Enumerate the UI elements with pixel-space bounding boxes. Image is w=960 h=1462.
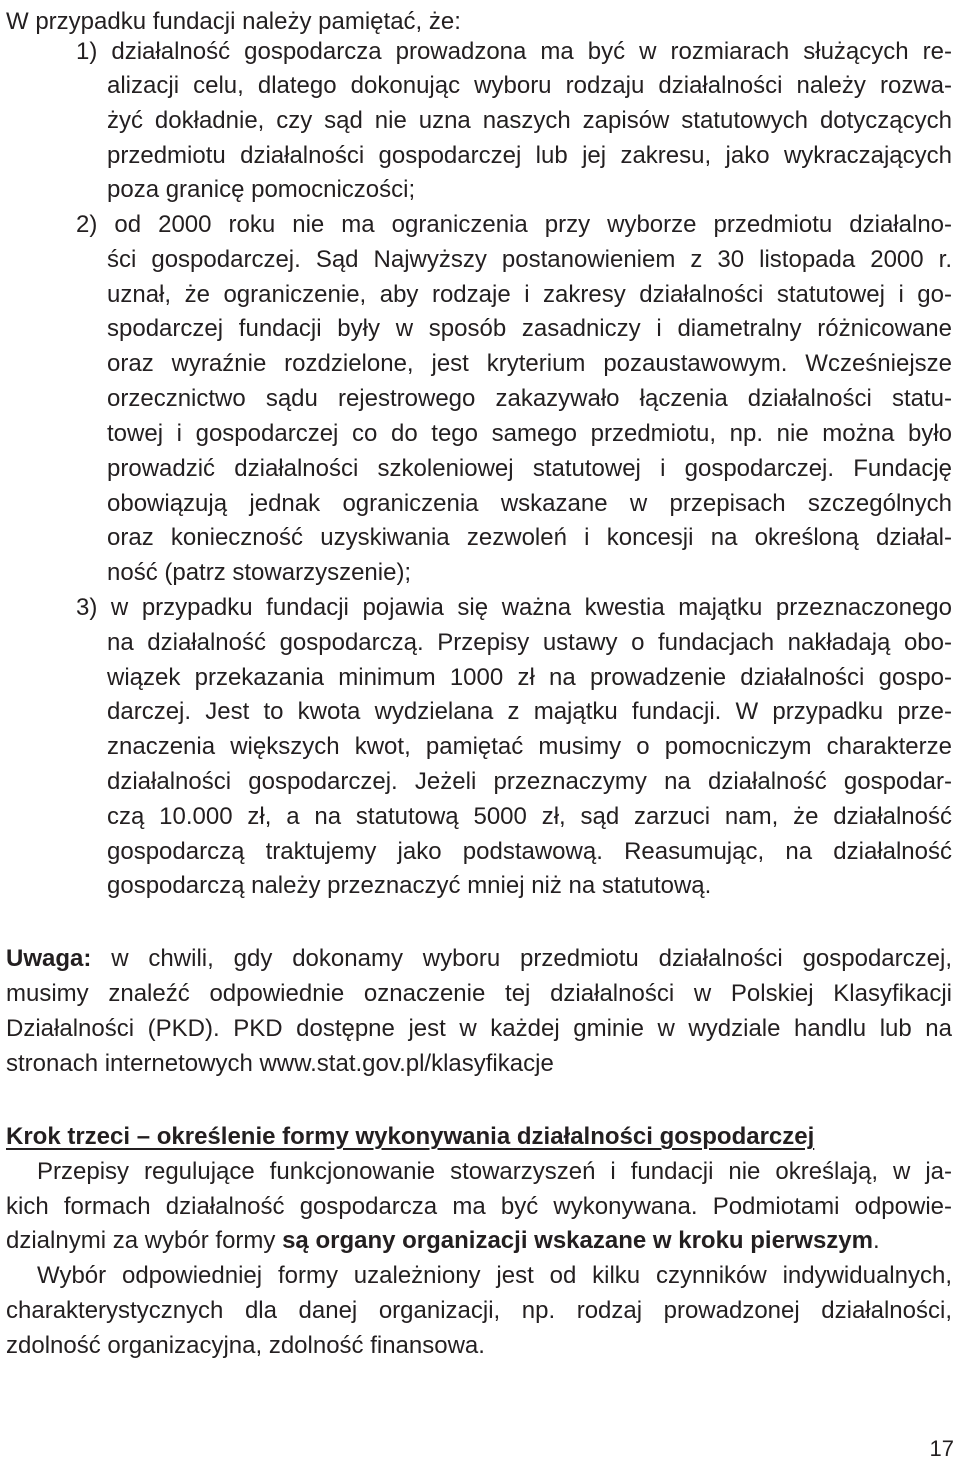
note-line-3: Działalności (PKD). PKD dostępne jest w każdej gminie w wydziale handlu lub na bbox=[6, 1015, 952, 1042]
item2-line-3: uznał, że ograniczenie, aby rodzaje i zakresy działalności statutowej i go- bbox=[107, 281, 952, 308]
step3-p1-line-3 bbox=[6, 1227, 880, 1255]
item1-line-5: poza granicę pomocniczości; bbox=[107, 176, 416, 203]
item3-line-7: czą 10.000 zł, a na statutową 5000 zł, sąd zarzuci nam, że działalność bbox=[107, 803, 952, 830]
step3-p2-line-1: Wybór odpowiedniej formy uzależniony jest od kilku czynników indywidualnych, bbox=[37, 1262, 952, 1289]
intro-line: W przypadku fundacji należy pamiętać, że: bbox=[6, 8, 461, 35]
item1-line-3: żyć dokładnie, czy sąd nie uzna naszych zapisów statutowych dotyczących bbox=[107, 107, 952, 134]
item2-line-6: orzecznictwo sądu rejestrowego zakazywało łączenia działalności statu- bbox=[107, 385, 952, 412]
page-number: 17 bbox=[929, 1436, 954, 1461]
item1-line-2: alizacji celu, dlatego dokonując wyboru rodzaju działalności należy rozwa- bbox=[107, 72, 952, 99]
step3-p1-line-2: kich formach działalność gospodarcza ma być wykonywana. Podmiotami odpowie- bbox=[6, 1193, 952, 1220]
item2-line-7: towej i gospodarczej co do tego samego przedmiotu, np. nie można było bbox=[107, 420, 952, 447]
step3-p2-line-2: charakterystycznych dla danej organizacji, np. rodzaj prowadzonej działalności, bbox=[6, 1297, 952, 1324]
item3-line-3: wiązek przekazania minimum 1000 zł na prowadzenie działalności gospo- bbox=[107, 664, 952, 691]
item2-line-1: 2) od 2000 roku nie ma ograniczenia przy wyborze przedmiotu działalno- bbox=[76, 211, 952, 238]
item3-line-9: gospodarczą należy przeznaczyć mniej niż na statutową. bbox=[107, 872, 712, 899]
item3-line-8: gospodarczą traktujemy jako podstawową. Reasumując, na działalność bbox=[107, 838, 952, 865]
step3-p1-line-3-start: dzialnymi za wybór formy bbox=[6, 1227, 283, 1254]
item3-line-1: 3) w przypadku fundacji pojawia się ważna kwestia majątku przeznaczonego bbox=[76, 594, 952, 621]
note-line-2: musimy znaleźć odpowiednie oznaczenie tej działalności w Polskiej Klasyfikacji bbox=[6, 980, 952, 1007]
item2-line-4: spodarczej fundacji były w sposób zasadniczy i diametralny różnicowane bbox=[107, 315, 952, 342]
item2-line-9: obowiązują jednak ograniczenia wskazane w przepisach szczególnych bbox=[107, 490, 952, 517]
step3-p1-line-3-end: . bbox=[872, 1227, 880, 1254]
item2-line-10: oraz konieczność uzyskiwania zezwoleń i koncesji na określoną działal- bbox=[107, 524, 952, 551]
section-heading: Krok trzeci – określenie formy wykonywania działalności gospodarczej bbox=[6, 1123, 815, 1150]
step3-p2-line-3: zdolność organizacyjna, zdolność finansowa. bbox=[6, 1332, 485, 1359]
item3-line-2: na działalność gospodarczą. Przepisy ustawy o fundacjach nakładają obo- bbox=[107, 629, 952, 656]
item2-line-2: ści gospodarczej. Sąd Najwyższy postanowieniem z 30 listopada 2000 r. bbox=[107, 246, 952, 273]
note-line-1-text: w chwili, gdy dokonamy wyboru przedmiotu działalności gospodarczej, bbox=[91, 945, 952, 972]
item2-line-11: ność (patrz stowarzyszenie); bbox=[107, 559, 412, 586]
step3-p1-line-1: Przepisy regulujące funkcjonowanie stowarzyszeń i fundacji nie określają, w ja- bbox=[37, 1158, 952, 1185]
item3-line-4: darczej. Jest to kwota wydzielana z majątku fundacji. W przypadku prze- bbox=[107, 698, 952, 725]
note-label: Uwaga: bbox=[6, 945, 92, 972]
item1-line-4: przedmiotu działalności gospodarczej lub jej zakresu, jako wykraczających bbox=[107, 142, 952, 169]
item3-line-5: znaczenia większych kwot, pamiętać musimy o pomocniczym charakterze bbox=[107, 733, 952, 760]
step3-p1-line-3-bold: są organy organizacji wskazane w kroku pierwszym bbox=[282, 1227, 873, 1254]
note-line-4: stronach internetowych www.stat.gov.pl/klasyfikacje bbox=[6, 1050, 554, 1077]
item1-line-1: 1) działalność gospodarcza prowadzona ma być w rozmiarach służących re- bbox=[76, 38, 952, 65]
note-line-1 bbox=[6, 945, 952, 973]
item2-line-5: oraz wyraźnie rozdzielone, jest kryterium pozaustawowym. Wcześniejsze bbox=[107, 350, 952, 377]
item2-line-8: prowadzić działalności szkoleniowej statutowej i gospodarczej. Fundację bbox=[107, 455, 952, 482]
item3-line-6: działalności gospodarczej. Jeżeli przeznaczymy na działalność gospodar- bbox=[107, 768, 952, 795]
